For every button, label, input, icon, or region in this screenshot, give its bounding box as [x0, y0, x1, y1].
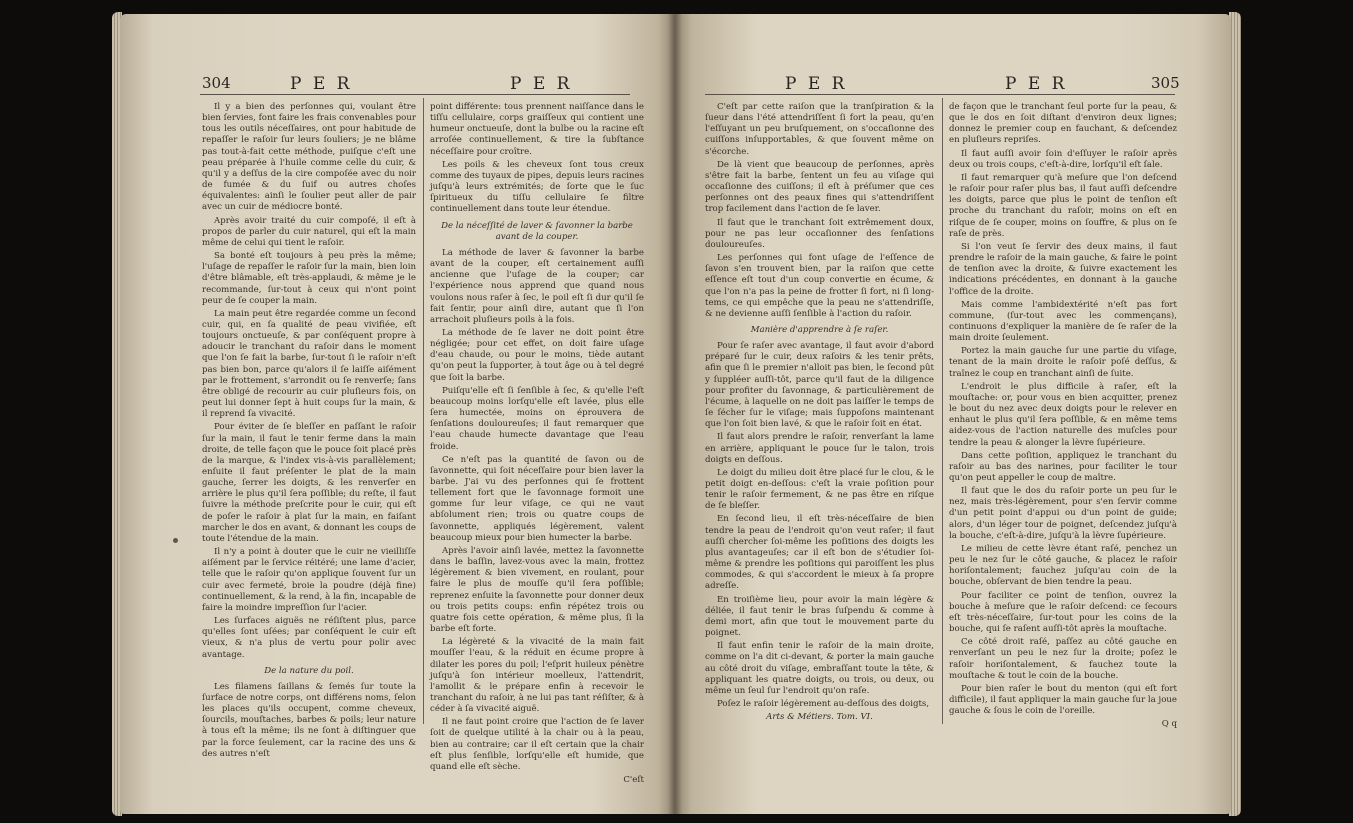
running-head-left: P E R — [785, 74, 848, 94]
paragraph: La méthode de laver & ſavonner la barbe avant de la couper, eſt certainement auſſi ancienne que l'uſage de la couper; car l'expérience nous apprend que quand nous voulons nous raſer à ſec, le poil eſt ſi dur qu'il ſe fait ſentir, pour ainſi dire, autant que ſi l'on arrachoit pluſieurs poils à la fois. — [430, 247, 644, 325]
paragraph: Poſez le raſoir légèrement au-deſſous des doigts, — [717, 698, 930, 709]
paragraph: Il y a bien des perſonnes qui, voulant être bien ſervies, font faire les frais convenables pour tous les outils néceſſaires, ont pour habitude de repaſſer le raſoir ſur leurs ſouliers; je ne blâme pas tout-à-fait cette méthode, puiſque c'eſt une peau préparée à l'huile comme celle du cuir, & qu'il y a deſſus de la cire compoſée avec du noir de fumée & du ſuif ou autres choſes équivalentes: ainſi le ſoulier peut aller de pair avec un cuir de médiocre bonté. — [202, 102, 416, 213]
paragraph: Il n'y a point à douter que le cuir ne vieilliſſe aiſément par le ſervice réitéré; une lame d'acier, telle que le raſoir qu'on applique ſouvent ſur un cuir avec fermeté, broie la poudre (déjà fine) continuellement, & la rend, à la fin, incapable de faire la moindre impreſſion ſur l'acier. — [202, 547, 416, 613]
book-gutter — [668, 14, 682, 814]
paragraph: Après l'avoir ainſi lavée, mettez la ſavonnette dans le baſſin, lavez-vous avec la main, frottez légèrement & bien vivement, en roulant, pour faire le plus de mouſſe qu'il ſera poſſible; reprenez enſuite la ſavonnette pour donner deux ou trois petits coups: enfin répétez trois ou quatre fois cette opération, & même plus, ſi la barbe eſt forte. — [430, 545, 644, 635]
section-heading: Manière d'apprendre à ſe raſer. — [750, 324, 889, 335]
paragraph: Portez la main gauche ſur une partie du viſage, tenant de la main droite le raſoir poſé deſſus, & traînez le coup en tranchant ainſi de ſuite. — [949, 346, 1177, 379]
left-page-column-2 — [430, 102, 644, 788]
paragraph: Puiſqu'elle eſt ſi ſenſible à ſec, & qu'elle l'eſt beaucoup moins lorſqu'elle eſt lavée, plus elle ſera humectée, moins on éprouvera de ſenſations douloureuſes; il faut remarquer que l'eau chaude humecte davantage que l'eau froide. — [430, 385, 644, 452]
paragraph: En ſecond lieu, il eſt très-néceſſaire de bien tendre la peau de l'endroit qu'on veut raſer; il faut auſſi chercher ſoi-même les poſitions des doigts les plus avantageuſes; car il eſt bon de s'étudier ſoi-même & prendre les poſitions qui paroiſſent les plus commodes, & qui s'accordent le mieux à ſa propre adreſſe. — [705, 514, 934, 592]
paragraph: Mais comme l'ambidextérité n'eſt pas fort commune, (ſur-tout avec les commençans), continuons d'expliquer la manière de ſe raſer de la main droite ſeulement. — [949, 299, 1177, 344]
paragraph: De là vient que beaucoup de perſonnes, après s'être fait la barbe, ſentent un feu au viſage qui occaſionne des cuiſſons; il eſt à préſumer que ces perſonnes ont des peaux fines qui s'attendriſſent trop facilement dans l'action de ſe laver. — [705, 159, 934, 215]
paragraph: Il faut remarquer qu'à meſure que l'on deſcend le raſoir pour raſer plus bas, il faut auſſi deſcendre les doigts, parce que plus le point de tenſion eſt proche du tranchant du raſoir, moins on eſt en riſque de ſe couper, moins on ſouffre, & plus on ſe raſe de près. — [949, 172, 1177, 239]
paragraph: de façon que le tranchant ſeul porte ſur la peau, & que le dos en ſoit diſtant d'environ deux lignes; donnez le premier coup en fauchant, & deſcendez en pluſieurs repriſes. — [949, 102, 1177, 146]
right-page-column-2 — [949, 102, 1177, 732]
running-head-right: P E R — [510, 74, 573, 94]
paragraph: Pour bien raſer le bout du menton (qui eſt fort difficile), il faut appliquer la main gauche ſur la joue gauche & ſous le coin de l'oreille. — [949, 683, 1177, 717]
paragraph: Il ne faut point croire que l'action de ſe laver ſoit de quelque utilité à la chair ou à la peau, bien au contraire; car il eſt certain que la chair eſt plus ſenſible, lorſqu'elle eſt humide, que quand elle eſt sèche. — [430, 717, 644, 772]
paragraph: La main peut être regardée comme un ſecond cuir, qui, en ſa qualité de peau vivifiée, eſt toujours onctueuſe, & par conſéquent propre à adoucir le tranchant du raſoir dans le moment que l'on ſe fait la barbe, ſur-tout ſi le raſoir n'eſt pas bien bon, parce qu'alors il ſe laiſſe aiſément par le frottement, s'arrondit ou ſe renverſe; ſans être obligé de recourir au cuir pluſieurs fois, on peut lui donner ſept à huit coups ſur la main, & il reprend ſa vivacité. — [202, 308, 416, 420]
paragraph: La légèreté & la vivacité de la main fait mouſſer l'eau, & la réduit en écume propre à dilater les pores du poil; l'eſprit huileux pénètre juſqu'à ſon intérieur moelleux, l'attendrit, l'amollit & le prépare enfin à recevoir le tranchant du raſoir, à ne lui pas tant réſiſter, & à céder à ſa vivacité aiguë. — [430, 637, 644, 715]
paragraph: Pour ſe raſer avec avantage, il faut avoir d'abord préparé ſur le cuir, deux raſoirs & les tenir prêts, afin que ſi le premier n'alloit pas bien, le ſecond pût y ſuppléer auſſi-tôt, parce qu'il faut de la diligence pour profiter du ſavonnage, & particulièrement de l'écume, à laquelle on ne doit pas laiſſer le temps de ſe ſécher ſur le viſage; mais ſuppoſons maintenant que l'on ſoit bien lavé, & que le raſoir ſoit en état. — [705, 341, 934, 430]
paragraph: Dans cette poſition, appliquez le tranchant du raſoir au bas des narines, pour faciliter le tour qu'on peut appeller le coup de maître. — [949, 450, 1177, 483]
section-heading: De la néceſſité de laver & ſavonner la barbe avant de la couper. — [441, 220, 633, 242]
paragraph: Les perſonnes qui font uſage de l'eſſence de ſavon s'en trouvent bien, par la raiſon que cette eſſence eſt tout d'un coup convertie en écume, & que l'on n'a pas la peine de frotter ſi fort, ni ſi long-tems, ce qui empêche que la peau ne s'attendriſſe, & ne devienne auſſi ſenſible à l'action du raſoir. — [705, 253, 934, 319]
paragraph: Les poils & les cheveux ſont tous creux comme des tuyaux de pipes, depuis leurs racines juſqu'à leurs extrémités; de ſorte que le ſuc ſpiritueux du tiſſu cellulaire ſe filtre continuellement dans toute leur étendue. — [430, 159, 644, 215]
paragraph: Il faut enfin tenir le raſoir de la main droite, comme on l'a dit ci-devant, & porter la main gauche au côté droit du viſage, embraſſant toute la tête, & appliquant les quatre doigts, ou trois, ou deux, ou même un ſeul ſur l'endroit qu'on raſe. — [705, 641, 934, 696]
paragraph: Si l'on veut ſe ſervir des deux mains, il faut prendre le raſoir de la main gauche, & faire le point de tenſion avec la droite, & ſuivre exactement les indications précédentes, en donnant à la gauche l'office de la droite. — [949, 241, 1177, 297]
paragraph: En troiſième lieu, pour avoir la main légère & déliée, il faut tenir le bras ſuſpendu & comme à demi mort, afin que tout le mouvement parte du poignet. — [705, 594, 934, 639]
page-number-right: 305 — [1151, 74, 1180, 92]
paragraph: point différente: tous prennent naiſſance dans le tiſſu cellulaire, corps graiſſeux qui contient une humeur onctueuſe, dont la bulbe ou la racine eſt arroſée continuellement, & tire la ſubſtance néceſſaire pour croître. — [430, 102, 644, 157]
right-page — [675, 14, 1231, 814]
paragraph: Sa bonté eſt toujours à peu près la même; l'uſage de repaſſer le raſoir ſur la main, bien loin d'être blâmable, eſt très-applaudi, & même je le recommande, ſur-tout à ceux qui n'ont point peur de ſe couper la main. — [202, 251, 416, 306]
page-number-left: 304 — [202, 74, 231, 92]
left-page-column-1 — [202, 102, 416, 762]
paragraph: Il faut que le dos du raſoir porte un peu ſur le nez, mais très-légèrement, pour s'en ſervir comme d'un petit point d'appui ou d'un point de guide; alors, d'un léger tour de poignet, deſcendez juſqu'à la bouche, c'eſt-à-dire, juſqu'à la lèvre ſupérieure. — [949, 486, 1177, 541]
paragraph: Le milieu de cette lèvre étant raſé, penchez un peu le nez ſur le côté gauche, & placez le raſoir horiſontalement; fauchez juſqu'au coin de la bouche, obſervant de bien tendre la peau. — [949, 543, 1177, 588]
paragraph: C'eſt par cette raiſon que la tranſpiration & la ſueur dans l'été attendriſſent ſi fort la peau, qu'en l'eſſuyant un peu bruſquement, on s'occaſionne des cuiſſons inſupportables, & que ſouvent même on s'écorche. — [705, 102, 934, 157]
header-rule — [705, 94, 1175, 95]
paragraph: Le doigt du milieu doit être placé ſur le clou, & le petit doigt en-deſſous: c'eſt la vraie poſition pour tenir le raſoir fermement, & ne pas être en riſque de ſe bleſſer. — [705, 467, 934, 512]
paragraph: Il faut alors prendre le raſoir, renverſant la lame en arrière, appliquant le pouce ſur le talon, trois doigts en deſſous. — [705, 432, 934, 465]
running-head-right: P E R — [1005, 74, 1068, 94]
paragraph: Il faut que le tranchant ſoit extrêmement doux, pour ne pas leur occaſionner des ſenſations douloureuſes. — [705, 217, 934, 250]
paragraph: Pour faciliter ce point de tenſion, ouvrez la bouche à meſure que le raſoir deſcend: ce ſecours eſt très-néceſſaire, ſur-tout pour les coins de la bouche, qui ſe raſent auſſi-tôt après la mouſtache. — [949, 590, 1177, 635]
paragraph: La méthode de ſe laver ne doit point être négligée; pour cet effet, on doit faire uſage d'eau chaude, ou pour le moins, tiède autant qu'on peut la ſupporter, à tout âge ou à tel degré que ſoit la barbe. — [430, 327, 644, 383]
paragraph: Les filamens ſaillans & ſemés ſur toute la ſurface de notre corps, ont différens noms, ſelon les places qu'ils occupent, comme cheveux, ſourcils, mouſtaches, barbes & poils; leur nature à tous eſt la même; ils ne ſont à diſtinguer que par la force ſeulement, car la racine des uns & des autres n'eſt — [202, 681, 416, 759]
section-heading: De la nature du poil. — [264, 665, 354, 676]
header-rule — [200, 94, 630, 95]
paragraph: Après avoir traité du cuir compoſé, il eſt à propos de parler du cuir naturel, qui eſt la main même de celui qui tient le raſoir. — [202, 215, 416, 248]
paragraph: Pour éviter de ſe bleſſer en paſſant le raſoir ſur la main, il faut le tenir ferme dans la main droite, de telle façon que le pouce ſoit placé près de la marque, & l'index vis-à-vis parallèlement; enſuite il faut préſenter le plat de la main gauche, ſerrer les doigts, & les renverſer en arrière le plus qu'il ſera poſſible; du reſte, il faut ſuivre la méthode preſcrite pour le cuir, qui eſt de poſer le raſoir à plat ſur la main, en faiſant marcher le dos en avant, & donnant les coups de toute l'étendue de la main. — [202, 422, 416, 544]
paragraph: Il faut auſſi avoir ſoin d'eſſuyer le raſoir après deux ou trois coups, c'eſt-à-dire, lorſqu'il eſt ſale. — [949, 148, 1177, 170]
paragraph: Les ſurfaces aiguës ne réſiſtent plus, parce qu'elles ſont uſées; par conſéquent le cuir eſt vieux, & n'a plus de vertu pour polir avec avantage. — [202, 616, 416, 660]
paragraph: Ce côté droit raſé, paſſez au côté gauche en renverſant un peu le nez ſur la droite; poſez le raſoir horiſontalement, & fauchez toute la mouſtache & tout le coin de la bouche. — [949, 637, 1177, 681]
margin-mark — [173, 538, 178, 543]
paragraph: Ce n'eſt pas la quantité de ſavon ou de ſavonnette, qui ſoit néceſſaire pour bien laver la barbe. J'ai vu des perſonnes qui ſe frottent tellement fort que le ſavonnage formoit une gomme ſur leur viſage, ce qui ne vaut abſolument rien; trois ou quatre coups de ſavonnette, appliqués légèrement, valent beaucoup mieux pour bien humecter la barbe. — [430, 454, 644, 543]
paragraph: L'endroit le plus difficile à raſer, eſt la mouſtache: or, pour vous en bien acquitter, prenez le bout du nez avec deux doigts pour le relever en enhaut le plus qu'il ſera poſſible, & en même tems aidez-vous de l'action naturelle des muſcles pour tendre la peau & alonger la lèvre ſupérieure. — [949, 381, 1177, 448]
left-page — [120, 14, 675, 814]
running-head-left: P E R — [290, 74, 353, 94]
volume-footer: Arts & Métiers. Tom. VI. — [766, 712, 873, 723]
column-rule — [423, 98, 424, 724]
column-rule — [942, 98, 943, 724]
catchword: C'eſt — [623, 775, 644, 786]
signature-mark: Q q — [1161, 719, 1177, 730]
right-page-column-1 — [705, 102, 934, 725]
